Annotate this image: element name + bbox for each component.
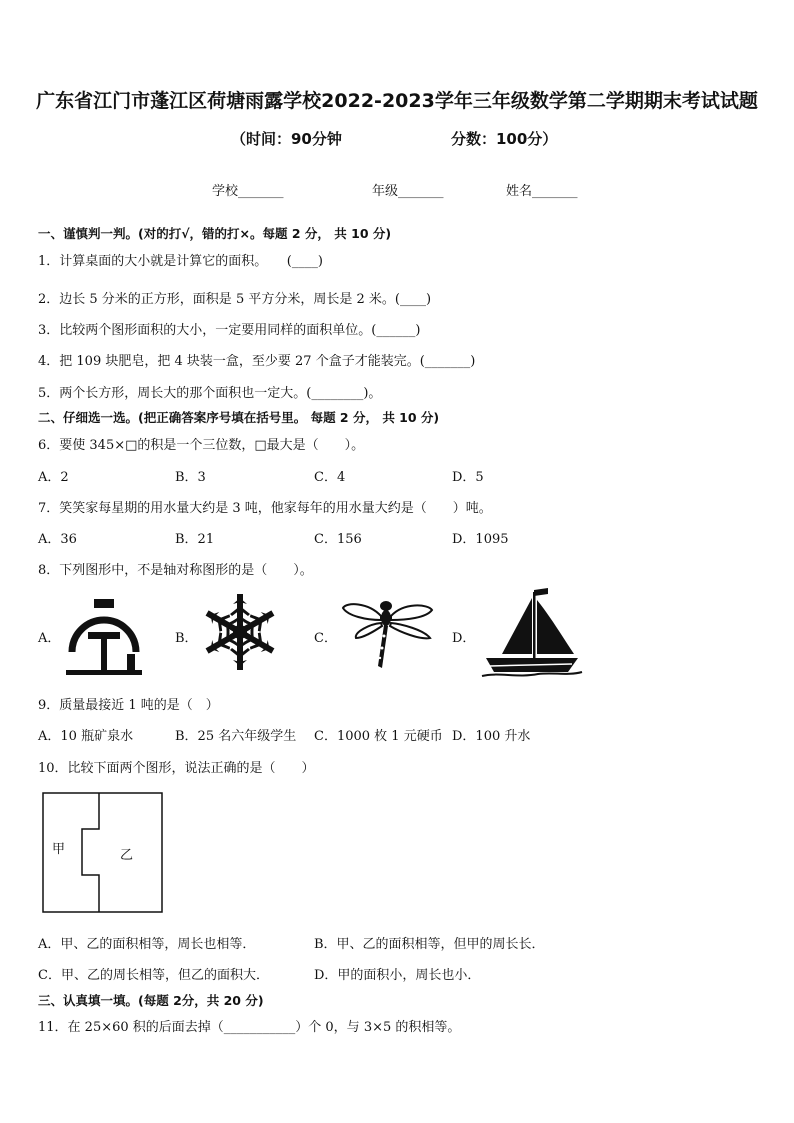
q7-option-b: B．21 (175, 532, 215, 547)
school-field: 学校_______ (212, 184, 284, 199)
q8-option-c: C． (314, 631, 337, 646)
q10-option-d: D．甲的面积小，周长也小． (314, 968, 481, 983)
q6-option-d: D．5 (452, 470, 484, 485)
q10-option-a: A．甲、乙的面积相等，周长也相等． (38, 937, 256, 952)
q9-option-d: D．100 升水 (452, 729, 531, 744)
q8-option-d: D． (452, 631, 476, 646)
grade-field: 年级_______ (372, 184, 444, 199)
q7-option-d: D．1095 (452, 532, 509, 547)
figure-c-dragonfly (340, 596, 436, 672)
q10-label-jia: 甲 (52, 842, 66, 857)
question-11: 11．在 25×60 积的后面去掉（___________）个 0，与 3×5 的积相等。 (38, 1020, 461, 1035)
q10-label-yi: 乙 (120, 848, 134, 863)
figure-d-sailboat (478, 586, 584, 680)
question-6: 6．要使 345×□的积是一个三位数，□最大是（ ）。 (38, 438, 365, 453)
q10-option-b: B．甲、乙的面积相等，但甲的周长长． (314, 937, 545, 952)
q6-option-a: A．2 (38, 470, 69, 485)
section-1-heading: 一、谨慎判一判。(对的打√，错的打×。每题 2 分， 共 10 分) (38, 226, 392, 241)
q8-option-b: B． (175, 631, 198, 646)
q9-option-b: B．25 名六年级学生 (175, 729, 297, 744)
q8-option-a: A． (38, 631, 61, 646)
name-field: 姓名_______ (506, 184, 578, 199)
q7-option-a: A．36 (38, 532, 77, 547)
q9-option-c: C．1000 枚 1 元硬币 (314, 729, 443, 744)
q7-option-c: C．156 (314, 532, 362, 547)
q10-option-c: C．甲、乙的周长相等，但乙的面积大． (38, 968, 269, 983)
question-8: 8．下列图形中，不是轴对称图形的是（ ）。 (38, 563, 313, 578)
exam-time: （时间：90分钟 (231, 130, 342, 148)
q6-option-b: B．3 (175, 470, 206, 485)
question-5: 5．两个长方形，周长大的那个面积也一定大。(________)。 (38, 386, 382, 401)
question-9: 9．质量最接近 1 吨的是（ ） (38, 698, 219, 713)
question-3: 3．比较两个图形面积的大小，一定要用同样的面积单位。(______) (38, 323, 421, 338)
q6-option-c: C．4 (314, 470, 346, 485)
exam-score: 分数：100分） (451, 130, 558, 148)
figure-b-snowflake (200, 592, 280, 672)
section-2-heading: 二、仔细选一选。(把正确答案序号填在括号里。 每题 2 分， 共 10 分) (38, 410, 440, 425)
question-1: 1．计算桌面的大小就是计算它的面积。 (____) (38, 254, 323, 269)
q9-option-a: A．10 瓶矿泉水 (38, 729, 134, 744)
question-4: 4．把 109 块肥皂，把 4 块装一盒，至少要 27 个盒子才能装完。(_______) (38, 354, 476, 369)
question-7: 7．笑笑家每星期的用水量大约是 3 吨，他家每年的用水量大约是（ ）吨。 (38, 501, 492, 516)
question-10: 10．比较下面两个图形，说法正确的是（ ） (38, 761, 315, 776)
question-2: 2．边长 5 分米的正方形，面积是 5 平方分米，周长是 2 米。(____) (38, 292, 432, 307)
section-3-heading: 三、认真填一填。(每题 2分，共 20 分) (38, 993, 264, 1008)
figure-a-arch-symbol (64, 596, 144, 676)
page-title: 广东省江门市蓬江区荷塘雨露学校2022-2023学年三年级数学第二学期期末考试试题 (36, 90, 758, 112)
